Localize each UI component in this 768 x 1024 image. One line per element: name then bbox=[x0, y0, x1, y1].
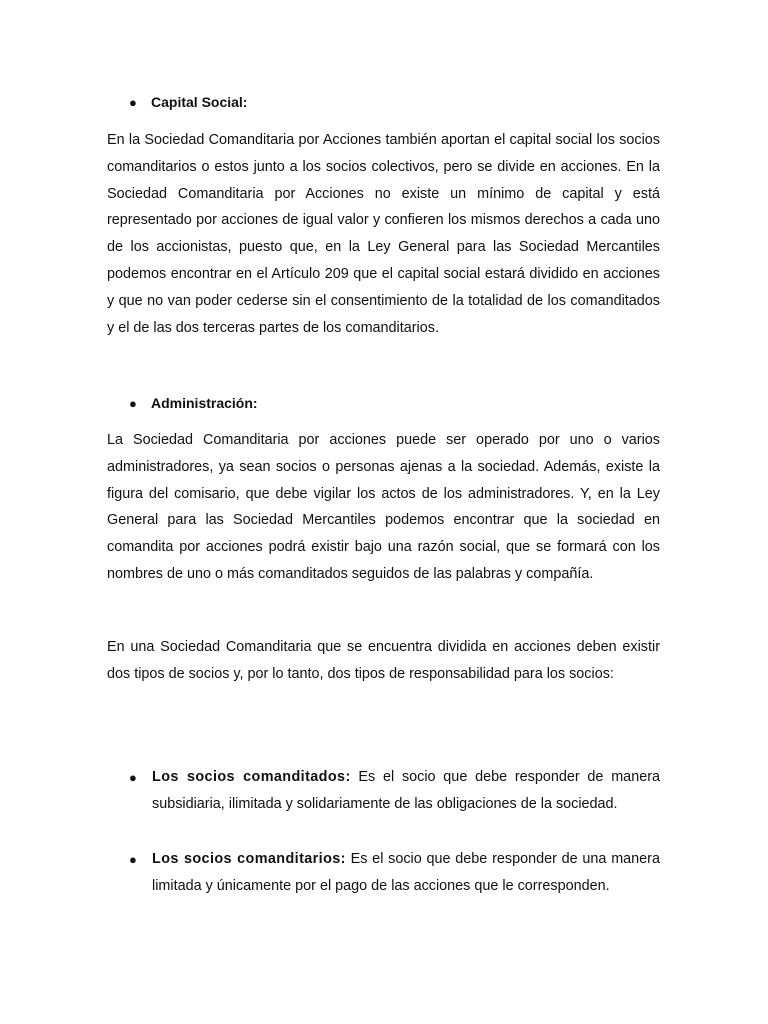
list-item-text bbox=[152, 764, 660, 818]
bullet-icon: ● bbox=[129, 852, 137, 867]
heading-administracion bbox=[129, 393, 258, 414]
heading-capital-social bbox=[129, 92, 247, 113]
heading-text: Capital Social: bbox=[151, 94, 248, 110]
paragraph-administracion: La Sociedad Comanditaria por acciones puede ser operado por uno o varios administradores, ya sean socios o personas ajenas a la sociedad. Además, existe la figura del comisario, que debe vigilar los actos de los administradores. Y, en la Ley General para las Sociedad Mercantiles podemos encontrar que la sociedad en comandita por acciones podrá existir bajo una razón social, que se formará con los nombres de uno o más comanditados seguidos de las palabras y compañía. bbox=[107, 432, 660, 582]
term-definition: Es el socio que debe responder de manera subsidiaria, ilimitada y solidariamente de las obligaciones de la sociedad. bbox=[152, 769, 660, 812]
paragraph-intro-socios: En una Sociedad Comanditaria que se encuentra dividida en acciones deben existir dos tipos de socios y, por lo tanto, dos tipos de responsabilidad para los socios: bbox=[107, 639, 660, 682]
list-item-comanditados bbox=[129, 764, 660, 818]
paragraph-capital-social: En la Sociedad Comanditaria por Acciones también aportan el capital social los socios comanditarios o estos junto a los socios colectivos, pero se divide en acciones. En la Sociedad Comanditaria por Acciones no existe un mínimo de capital y está representado por acciones de igual valor y confieren los mismos derechos a cada uno de los accionistas, puesto que, en la Ley General para las Sociedad Mercantiles podemos encontrar en el Artículo 209 que el capital social estará dividido en acciones y que no van poder cederse sin el consentimiento de la totalidad de los comanditados y el de las dos terceras partes de los comanditarios. bbox=[107, 132, 660, 336]
term-label: Los socios comanditados: bbox=[152, 769, 351, 785]
list-item-text bbox=[152, 846, 660, 900]
bullet-icon: ● bbox=[129, 396, 137, 411]
bullet-icon: ● bbox=[129, 770, 137, 785]
term-definition: Es el socio que debe responder de una manera limitada y únicamente por el pago de las acciones que le corresponden. bbox=[152, 851, 660, 894]
heading-text: Administración: bbox=[151, 395, 258, 411]
list-item-comanditarios bbox=[129, 846, 660, 900]
term-label: Los socios comanditarios: bbox=[152, 851, 346, 867]
bullet-icon: ● bbox=[129, 95, 137, 110]
